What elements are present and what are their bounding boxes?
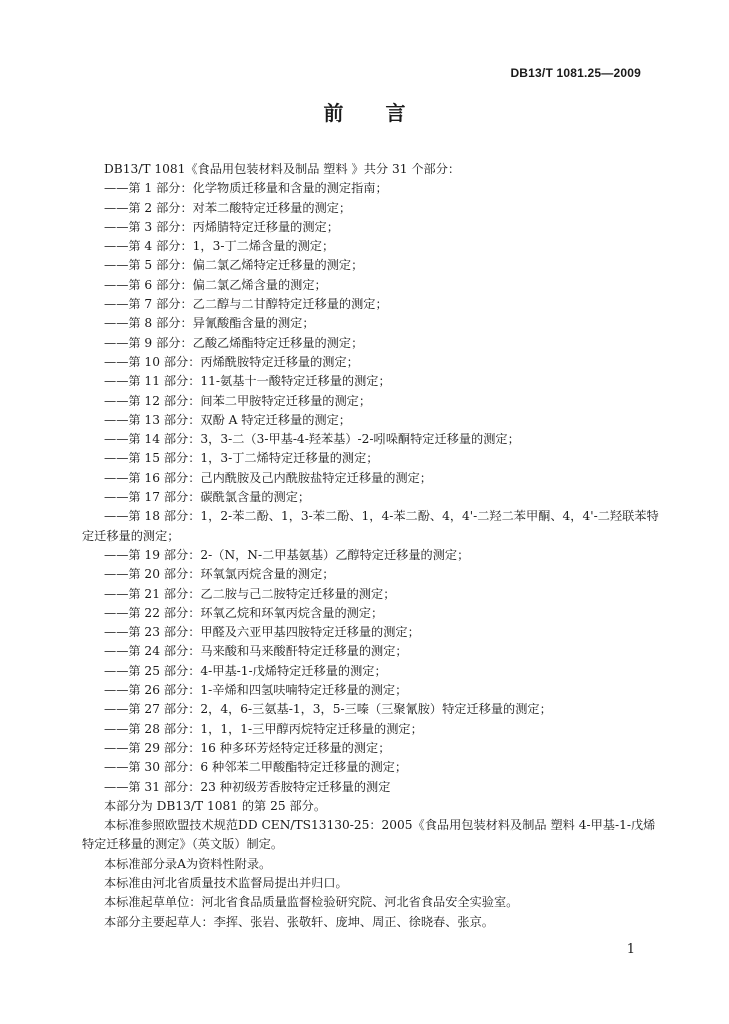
page-title: 前言 [323,101,448,125]
part-item: ——第 2 部分：对苯二酸特定迁移量的测定； [104,200,352,215]
part-item: ——第 9 部分：乙酸乙烯酯特定迁移量的测定； [104,335,364,350]
page-number: 1 [626,942,635,957]
part-item: ——第 8 部分：异氰酸酯含量的测定； [104,316,315,331]
statement-drafting-units: 本标准起草单位：河北省食品质量监督检验研究院、河北省食品安全实验室。 [104,895,519,910]
part-item: ——第 21 部分：乙二胺与己二胺特定迁移量的测定； [104,586,396,601]
part-item: ——第 31 部分：23 种初级芳香胺特定迁移量的测定 [104,779,391,794]
part-item: ——第 10 部分：丙烯酰胺特定迁移量的测定； [104,354,359,369]
part-item: ——第 3 部分：丙烯腈特定迁移量的测定； [104,219,339,234]
part-item: ——第 25 部分：4-甲基-1-戊烯特定迁移量的测定； [104,663,387,678]
statement-proposed-by: 本标准由河北省质量技术监督局提出并归口。 [104,875,348,890]
part-item: ——第 15 部分：1，3-丁二烯特定迁移量的测定； [104,451,379,466]
statement-drafters: 本部分主要起草人：李挥、张岩、张敬轩、庞坤、周正、徐晓春、张京。 [104,914,494,929]
part-item: ——第 22 部分：环氧乙烷和环氧丙烷含量的测定； [104,605,384,620]
part-item: ——第 19 部分：2-（N，N-二甲基氨基）乙醇特定迁移量的测定； [104,547,470,562]
part-item: ——第 1 部分：化学物质迁移量和含量的测定指南； [104,181,388,196]
part-item: ——第 5 部分：偏二氯乙烯特定迁移量的测定； [104,258,364,273]
foreword-body [82,160,662,932]
statement-this-part: 本部分为 DB13/T 1081 的第 25 部分。 [104,798,327,813]
part-item: ——第 12 部分：间苯二甲胺特定迁移量的测定； [104,393,372,408]
part-item: ——第 11 部分：11-氨基十一酸特定迁移量的测定； [104,374,391,389]
part-item: ——第 29 部分：16 种多环芳烃特定迁移量的测定； [104,740,391,755]
part-item: ——第 30 部分：6 种邻苯二甲酸酯特定迁移量的测定； [104,760,408,775]
part-item-18: ——第 18 部分：1，2-苯二酚、1，3-苯二酚、1，4-苯二酚、4，4'-二羟二苯甲酮、4，4'-二羟联苯特定迁移量的测定； [82,509,659,543]
part-item: ——第 27 部分：2，4，6-三氨基-1，3，5-三嗪（三聚氰胺）特定迁移量的测定； [104,702,552,717]
part-item: ——第 26 部分：1-辛烯和四氢呋喃特定迁移量的测定； [104,683,408,698]
part-item: ——第 7 部分：乙二醇与二甘醇特定迁移量的测定； [104,297,388,312]
part-item: ——第 28 部分：1，1，1-三甲醇丙烷特定迁移量的测定； [104,721,423,736]
part-item: ——第 23 部分：甲醛及六亚甲基四胺特定迁移量的测定； [104,625,420,640]
part-item: ——第 17 部分：碳酰氯含量的测定； [104,490,311,505]
part-item: ——第 24 部分：马来酸和马来酸酐特定迁移量的测定； [104,644,408,659]
standard-code: DB13/T 1081.25—2009 [510,66,641,80]
part-item: ——第 14 部分：3，3-二（3-甲基-4-羟苯基）-2-吲哚酮特定迁移量的测定； [104,432,520,447]
part-item: ——第 6 部分：偏二氯乙烯含量的测定； [104,277,327,292]
intro-line: DB13/T 1081《食品用包装材料及制品 塑料 》共分 31 个部分： [104,162,461,176]
statement-reference: 本标准参照欧盟技术规范DD CEN/TS13130-25：2005《食品用包装材料及制品 塑料 4-甲基-1-戊烯特定迁移量的测定》（英文版）制定。 [82,818,656,852]
part-item: ——第 4 部分：1，3-丁二烯含量的测定； [104,239,335,254]
statement-appendix: 本标准部分录A为资料性附录。 [104,856,272,871]
part-item: ——第 20 部分：环氧氯丙烷含量的测定； [104,567,335,582]
part-item: ——第 13 部分：双酚 A 特定迁移量的测定； [104,412,351,427]
part-item: ——第 16 部分：己内酰胺及己内酰胺盐特定迁移量的测定； [104,470,432,485]
